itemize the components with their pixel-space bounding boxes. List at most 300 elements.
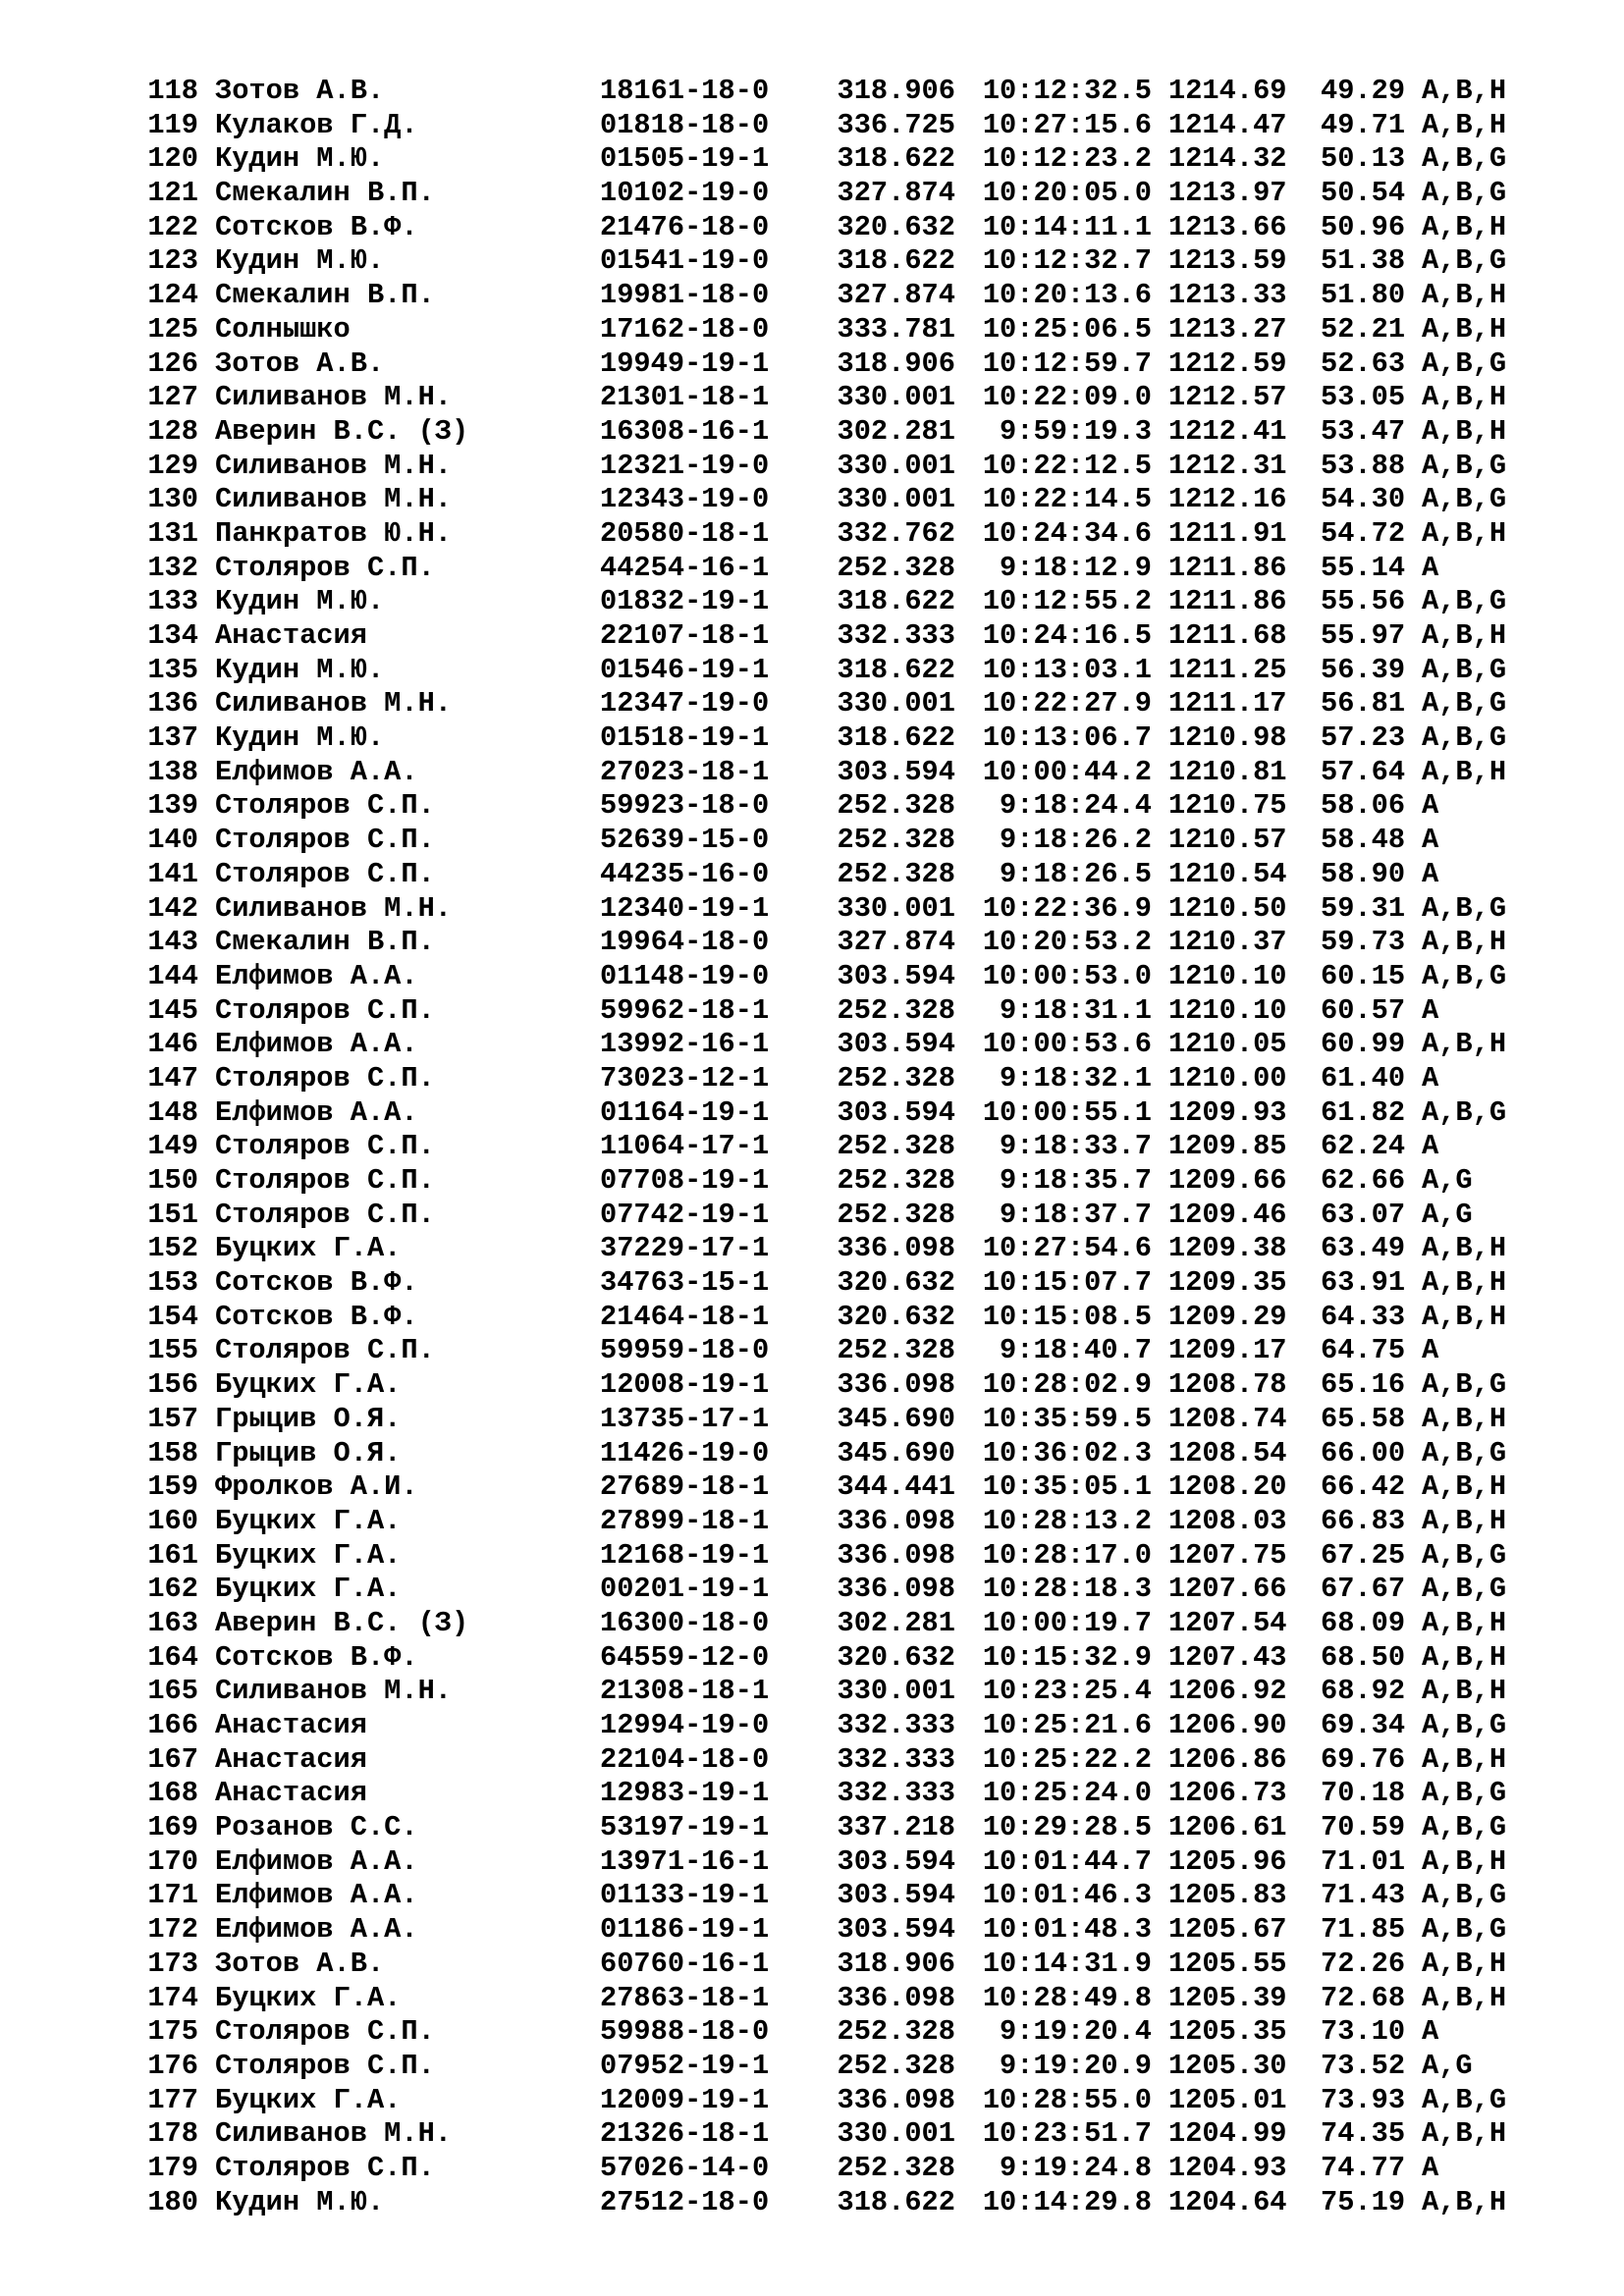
category-cell: A,B,G xyxy=(1422,1368,1507,1402)
category-cell: A,B,H xyxy=(1422,2117,1507,2151)
category-cell: A,B,H xyxy=(1422,1028,1507,1061)
speed-cell: 1209.38 xyxy=(1168,1232,1287,1265)
arrival-time-cell: 9:18:32.1 xyxy=(1000,1061,1152,1095)
table-row xyxy=(144,1199,1569,1233)
arrival-time-cell: 10:27:15.6 xyxy=(982,108,1152,141)
distance-cell: 327.874 xyxy=(837,279,955,312)
place-cell: 180 xyxy=(147,2185,198,2218)
distance-cell: 336.725 xyxy=(837,108,955,141)
category-cell: A,B,H xyxy=(1422,381,1507,414)
place-cell: 174 xyxy=(147,1981,198,2014)
ring-number-cell: 59962-18-1 xyxy=(600,993,770,1027)
distance-cell: 330.001 xyxy=(837,483,955,516)
distance-cell: 333.781 xyxy=(837,312,955,346)
coefficient-cell: 55.14 xyxy=(1321,551,1406,584)
place-cell: 150 xyxy=(147,1164,198,1197)
category-cell: A xyxy=(1422,1130,1439,1163)
category-cell: A,B,H xyxy=(1422,1606,1507,1639)
table-row xyxy=(144,2015,1569,2050)
table-row xyxy=(144,1130,1569,1164)
ring-number-cell: 00201-19-1 xyxy=(600,1573,770,1606)
ring-number-cell: 44235-16-0 xyxy=(600,857,770,890)
table-row xyxy=(144,415,1569,450)
category-cell: A,B,H xyxy=(1422,755,1507,788)
coefficient-cell: 69.76 xyxy=(1321,1742,1406,1776)
place-cell: 167 xyxy=(147,1742,198,1776)
owner-name-cell: Столяров С.П. xyxy=(215,551,435,584)
category-cell: A,B,G xyxy=(1422,347,1507,380)
coefficient-cell: 63.91 xyxy=(1321,1266,1406,1300)
arrival-time-cell: 10:12:59.7 xyxy=(982,347,1152,380)
ring-number-cell: 01518-19-1 xyxy=(600,721,770,755)
speed-cell: 1207.66 xyxy=(1168,1573,1287,1606)
owner-name-cell: Столяров С.П. xyxy=(215,993,435,1027)
speed-cell: 1205.83 xyxy=(1168,1879,1287,1912)
place-cell: 139 xyxy=(147,789,198,823)
distance-cell: 252.328 xyxy=(837,1334,955,1367)
table-row xyxy=(144,1368,1569,1403)
place-cell: 137 xyxy=(147,721,198,755)
coefficient-cell: 56.81 xyxy=(1321,687,1406,721)
owner-name-cell: Сотсков В.Ф. xyxy=(215,210,418,243)
place-cell: 147 xyxy=(147,1061,198,1095)
coefficient-cell: 63.49 xyxy=(1321,1232,1406,1265)
ring-number-cell: 19964-18-0 xyxy=(600,926,770,959)
table-row xyxy=(144,2152,1569,2186)
distance-cell: 318.906 xyxy=(837,75,955,107)
place-cell: 129 xyxy=(147,449,198,482)
place-cell: 172 xyxy=(147,1913,198,1947)
distance-cell: 320.632 xyxy=(837,1640,955,1674)
distance-cell: 303.594 xyxy=(837,1913,955,1947)
ring-number-cell: 12340-19-1 xyxy=(600,891,770,925)
speed-cell: 1213.97 xyxy=(1168,177,1287,210)
table-row xyxy=(144,2084,1569,2118)
speed-cell: 1214.47 xyxy=(1168,108,1287,141)
speed-cell: 1206.73 xyxy=(1168,1777,1287,1810)
arrival-time-cell: 9:18:12.9 xyxy=(1000,551,1152,584)
ring-number-cell: 11064-17-1 xyxy=(600,1130,770,1163)
place-cell: 140 xyxy=(147,824,198,857)
owner-name-cell: Елфимов А.А. xyxy=(215,1879,418,1912)
table-row xyxy=(144,142,1569,177)
ring-number-cell: 01148-19-0 xyxy=(600,959,770,992)
distance-cell: 330.001 xyxy=(837,449,955,482)
category-cell: A,B,G xyxy=(1422,687,1507,721)
place-cell: 135 xyxy=(147,653,198,686)
arrival-time-cell: 10:13:03.1 xyxy=(982,653,1152,686)
coefficient-cell: 70.18 xyxy=(1321,1777,1406,1810)
place-cell: 152 xyxy=(147,1232,198,1265)
ring-number-cell: 11426-19-0 xyxy=(600,1436,770,1469)
category-cell: A,B,H xyxy=(1422,1742,1507,1776)
coefficient-cell: 73.52 xyxy=(1321,2049,1406,2082)
category-cell: A,B,H xyxy=(1422,108,1507,141)
arrival-time-cell: 10:14:11.1 xyxy=(982,210,1152,243)
table-row xyxy=(144,1777,1569,1811)
ring-number-cell: 19981-18-0 xyxy=(600,279,770,312)
speed-cell: 1212.41 xyxy=(1168,414,1287,448)
table-row xyxy=(144,244,1569,279)
owner-name-cell: Буцких Г.А. xyxy=(215,1368,402,1402)
category-cell: A,B,H xyxy=(1422,1981,1507,2014)
table-row xyxy=(144,313,1569,347)
owner-name-cell: Смекалин В.П. xyxy=(215,177,435,210)
coefficient-cell: 51.80 xyxy=(1321,279,1406,312)
distance-cell: 303.594 xyxy=(837,959,955,992)
ring-number-cell: 27512-18-0 xyxy=(600,2185,770,2218)
arrival-time-cell: 10:20:13.6 xyxy=(982,279,1152,312)
place-cell: 171 xyxy=(147,1879,198,1912)
coefficient-cell: 55.97 xyxy=(1321,619,1406,652)
distance-cell: 332.333 xyxy=(837,1742,955,1776)
owner-name-cell: Буцких Г.А. xyxy=(215,1504,402,1537)
table-row xyxy=(144,1301,1569,1335)
owner-name-cell: Буцких Г.А. xyxy=(215,1232,402,1265)
coefficient-cell: 50.96 xyxy=(1321,210,1406,243)
arrival-time-cell: 10:25:06.5 xyxy=(982,312,1152,346)
ring-number-cell: 21308-18-1 xyxy=(600,1675,770,1708)
coefficient-cell: 49.71 xyxy=(1321,108,1406,141)
distance-cell: 252.328 xyxy=(837,824,955,857)
owner-name-cell: Кудин М.Ю. xyxy=(215,653,385,686)
coefficient-cell: 68.50 xyxy=(1321,1640,1406,1674)
speed-cell: 1205.67 xyxy=(1168,1913,1287,1947)
table-row xyxy=(144,1470,1569,1505)
category-cell: A,B,G xyxy=(1422,449,1507,482)
table-row xyxy=(144,1096,1569,1131)
arrival-time-cell: 10:28:13.2 xyxy=(982,1504,1152,1537)
ring-number-cell: 27863-18-1 xyxy=(600,1981,770,2014)
speed-cell: 1209.46 xyxy=(1168,1198,1287,1231)
distance-cell: 303.594 xyxy=(837,755,955,788)
table-row xyxy=(144,687,1569,721)
coefficient-cell: 59.73 xyxy=(1321,926,1406,959)
table-row xyxy=(144,2117,1569,2152)
ring-number-cell: 19949-19-1 xyxy=(600,347,770,380)
table-row xyxy=(144,1675,1569,1709)
place-cell: 148 xyxy=(147,1095,198,1129)
owner-name-cell: Кудин М.Ю. xyxy=(215,2185,385,2218)
ring-number-cell: 01186-19-1 xyxy=(600,1913,770,1947)
speed-cell: 1209.66 xyxy=(1168,1164,1287,1197)
arrival-time-cell: 10:20:53.2 xyxy=(982,926,1152,959)
ring-number-cell: 27023-18-1 xyxy=(600,755,770,788)
owner-name-cell: Анастасия xyxy=(215,619,367,652)
coefficient-cell: 66.00 xyxy=(1321,1436,1406,1469)
category-cell: A,B,H xyxy=(1422,516,1507,550)
coefficient-cell: 53.88 xyxy=(1321,449,1406,482)
distance-cell: 320.632 xyxy=(837,1300,955,1333)
ring-number-cell: 16300-18-0 xyxy=(600,1606,770,1639)
speed-cell: 1210.57 xyxy=(1168,824,1287,857)
speed-cell: 1211.25 xyxy=(1168,653,1287,686)
owner-name-cell: Силиванов М.Н. xyxy=(215,449,453,482)
distance-cell: 318.622 xyxy=(837,721,955,755)
category-cell: A,B,H xyxy=(1422,1470,1507,1504)
category-cell: A,B,G xyxy=(1422,177,1507,210)
arrival-time-cell: 9:59:19.3 xyxy=(1000,414,1152,448)
owner-name-cell: Кудин М.Ю. xyxy=(215,585,385,618)
owner-name-cell: Анастасия xyxy=(215,1709,367,1741)
speed-cell: 1209.85 xyxy=(1168,1130,1287,1163)
speed-cell: 1206.90 xyxy=(1168,1709,1287,1741)
category-cell: A,B,H xyxy=(1422,926,1507,959)
speed-cell: 1214.69 xyxy=(1168,75,1287,107)
table-row xyxy=(144,1539,1569,1574)
arrival-time-cell: 10:22:27.9 xyxy=(982,687,1152,721)
owner-name-cell: Зотов А.В. xyxy=(215,1947,385,1980)
arrival-time-cell: 10:01:48.3 xyxy=(982,1913,1152,1947)
owner-name-cell: Сотсков В.Ф. xyxy=(215,1300,418,1333)
arrival-time-cell: 10:28:02.9 xyxy=(982,1368,1152,1402)
distance-cell: 336.098 xyxy=(837,1232,955,1265)
arrival-time-cell: 9:18:31.1 xyxy=(1000,993,1152,1027)
arrival-time-cell: 10:12:23.2 xyxy=(982,142,1152,176)
coefficient-cell: 55.56 xyxy=(1321,585,1406,618)
owner-name-cell: Силиванов М.Н. xyxy=(215,381,453,414)
speed-cell: 1209.35 xyxy=(1168,1266,1287,1300)
owner-name-cell: Анастасия xyxy=(215,1777,367,1810)
ring-number-cell: 52639-15-0 xyxy=(600,824,770,857)
arrival-time-cell: 10:22:14.5 xyxy=(982,483,1152,516)
category-cell: A,B,G xyxy=(1422,1573,1507,1606)
table-row xyxy=(144,892,1569,927)
coefficient-cell: 49.29 xyxy=(1321,75,1406,107)
speed-cell: 1210.05 xyxy=(1168,1028,1287,1061)
coefficient-cell: 52.21 xyxy=(1321,312,1406,346)
table-row xyxy=(144,1709,1569,1743)
place-cell: 124 xyxy=(147,279,198,312)
speed-cell: 1204.93 xyxy=(1168,2151,1287,2184)
category-cell: A,B,H xyxy=(1422,1504,1507,1537)
speed-cell: 1208.78 xyxy=(1168,1368,1287,1402)
table-row xyxy=(144,279,1569,313)
distance-cell: 252.328 xyxy=(837,1061,955,1095)
place-cell: 146 xyxy=(147,1028,198,1061)
category-cell: A xyxy=(1422,789,1439,823)
speed-cell: 1205.39 xyxy=(1168,1981,1287,2014)
table-row xyxy=(144,1573,1569,1607)
table-row xyxy=(144,1403,1569,1437)
arrival-time-cell: 9:18:40.7 xyxy=(1000,1334,1152,1367)
coefficient-cell: 65.58 xyxy=(1321,1402,1406,1435)
category-cell: A,B,H xyxy=(1422,2185,1507,2218)
arrival-time-cell: 10:15:07.7 xyxy=(982,1266,1152,1300)
place-cell: 138 xyxy=(147,755,198,788)
speed-cell: 1214.32 xyxy=(1168,142,1287,176)
distance-cell: 303.594 xyxy=(837,1028,955,1061)
table-row xyxy=(144,1334,1569,1368)
distance-cell: 252.328 xyxy=(837,2151,955,2184)
coefficient-cell: 73.93 xyxy=(1321,2083,1406,2116)
category-cell: A,B,G xyxy=(1422,1538,1507,1572)
category-cell: A,B,H xyxy=(1422,312,1507,346)
table-row xyxy=(144,926,1569,960)
distance-cell: 330.001 xyxy=(837,381,955,414)
speed-cell: 1210.10 xyxy=(1168,993,1287,1027)
owner-name-cell: Силиванов М.Н. xyxy=(215,483,453,516)
arrival-time-cell: 10:00:19.7 xyxy=(982,1606,1152,1639)
arrival-time-cell: 9:18:33.7 xyxy=(1000,1130,1152,1163)
arrival-time-cell: 10:15:32.9 xyxy=(982,1640,1152,1674)
arrival-time-cell: 10:35:05.1 xyxy=(982,1470,1152,1504)
arrival-time-cell: 10:23:51.7 xyxy=(982,2117,1152,2151)
distance-cell: 320.632 xyxy=(837,1266,955,1300)
arrival-time-cell: 9:18:35.7 xyxy=(1000,1164,1152,1197)
ring-number-cell: 01505-19-1 xyxy=(600,142,770,176)
distance-cell: 320.632 xyxy=(837,210,955,243)
arrival-time-cell: 10:22:12.5 xyxy=(982,449,1152,482)
owner-name-cell: Буцких Г.А. xyxy=(215,1981,402,2014)
speed-cell: 1211.68 xyxy=(1168,619,1287,652)
ring-number-cell: 07952-19-1 xyxy=(600,2049,770,2082)
owner-name-cell: Елфимов А.А. xyxy=(215,1028,418,1061)
owner-name-cell: Столяров С.П. xyxy=(215,857,435,890)
ring-number-cell: 07742-19-1 xyxy=(600,1198,770,1231)
ring-number-cell: 27899-18-1 xyxy=(600,1504,770,1537)
arrival-time-cell: 10:00:44.2 xyxy=(982,755,1152,788)
place-cell: 121 xyxy=(147,177,198,210)
category-cell: A,B,G xyxy=(1422,1709,1507,1741)
table-row xyxy=(144,756,1569,790)
ring-number-cell: 21476-18-0 xyxy=(600,210,770,243)
coefficient-cell: 58.48 xyxy=(1321,824,1406,857)
place-cell: 126 xyxy=(147,347,198,380)
arrival-time-cell: 10:00:53.0 xyxy=(982,959,1152,992)
distance-cell: 337.218 xyxy=(837,1811,955,1844)
ring-number-cell: 12168-19-1 xyxy=(600,1538,770,1572)
coefficient-cell: 61.82 xyxy=(1321,1095,1406,1129)
owner-name-cell: Елфимов А.А. xyxy=(215,959,418,992)
ring-number-cell: 13735-17-1 xyxy=(600,1402,770,1435)
distance-cell: 332.333 xyxy=(837,619,955,652)
distance-cell: 336.098 xyxy=(837,2083,955,2116)
coefficient-cell: 60.99 xyxy=(1321,1028,1406,1061)
arrival-time-cell: 9:19:20.4 xyxy=(1000,2015,1152,2049)
table-row xyxy=(144,1879,1569,1913)
owner-name-cell: Столяров С.П. xyxy=(215,1164,435,1197)
coefficient-cell: 61.40 xyxy=(1321,1061,1406,1095)
coefficient-cell: 52.63 xyxy=(1321,347,1406,380)
place-cell: 176 xyxy=(147,2049,198,2082)
category-cell: A,B,G xyxy=(1422,1811,1507,1844)
arrival-time-cell: 10:14:29.8 xyxy=(982,2185,1152,2218)
coefficient-cell: 58.06 xyxy=(1321,789,1406,823)
category-cell: A,B,H xyxy=(1422,1947,1507,1980)
table-row xyxy=(144,1811,1569,1845)
category-cell: A,B,H xyxy=(1422,414,1507,448)
arrival-time-cell: 10:13:06.7 xyxy=(982,721,1152,755)
distance-cell: 318.622 xyxy=(837,142,955,176)
table-row xyxy=(144,552,1569,586)
ring-number-cell: 01546-19-1 xyxy=(600,653,770,686)
speed-cell: 1209.29 xyxy=(1168,1300,1287,1333)
distance-cell: 330.001 xyxy=(837,2117,955,2151)
arrival-time-cell: 9:18:26.2 xyxy=(1000,824,1152,857)
coefficient-cell: 51.38 xyxy=(1321,244,1406,278)
place-cell: 125 xyxy=(147,312,198,346)
table-row xyxy=(144,1743,1569,1778)
coefficient-cell: 65.16 xyxy=(1321,1368,1406,1402)
category-cell: A,B,G xyxy=(1422,1436,1507,1469)
owner-name-cell: Сотсков В.Ф. xyxy=(215,1640,418,1674)
table-row xyxy=(144,381,1569,415)
ring-number-cell: 44254-16-1 xyxy=(600,551,770,584)
speed-cell: 1213.27 xyxy=(1168,312,1287,346)
owner-name-cell: Столяров С.П. xyxy=(215,1130,435,1163)
place-cell: 130 xyxy=(147,483,198,516)
table-row xyxy=(144,450,1569,484)
arrival-time-cell: 10:01:46.3 xyxy=(982,1879,1152,1912)
place-cell: 154 xyxy=(147,1300,198,1333)
place-cell: 162 xyxy=(147,1573,198,1606)
owner-name-cell: Столяров С.П. xyxy=(215,2151,435,2184)
ring-number-cell: 01164-19-1 xyxy=(600,1095,770,1129)
table-row xyxy=(144,211,1569,245)
ring-number-cell: 12321-19-0 xyxy=(600,449,770,482)
speed-cell: 1213.66 xyxy=(1168,210,1287,243)
ring-number-cell: 07708-19-1 xyxy=(600,1164,770,1197)
ring-number-cell: 57026-14-0 xyxy=(600,2151,770,2184)
place-cell: 122 xyxy=(147,210,198,243)
table-row xyxy=(144,721,1569,756)
place-cell: 155 xyxy=(147,1334,198,1367)
owner-name-cell: Смекалин В.П. xyxy=(215,926,435,959)
owner-name-cell: Аверин В.С. (З) xyxy=(215,414,469,448)
speed-cell: 1208.20 xyxy=(1168,1470,1287,1504)
place-cell: 127 xyxy=(147,381,198,414)
speed-cell: 1212.57 xyxy=(1168,381,1287,414)
place-cell: 151 xyxy=(147,1198,198,1231)
owner-name-cell: Силиванов М.Н. xyxy=(215,891,453,925)
ring-number-cell: 59923-18-0 xyxy=(600,789,770,823)
ring-number-cell: 64559-12-0 xyxy=(600,1640,770,1674)
place-cell: 143 xyxy=(147,926,198,959)
table-row xyxy=(144,483,1569,517)
speed-cell: 1211.86 xyxy=(1168,585,1287,618)
owner-name-cell: Кудин М.Ю. xyxy=(215,721,385,755)
table-row xyxy=(144,619,1569,654)
table-row xyxy=(144,1913,1569,1948)
coefficient-cell: 60.15 xyxy=(1321,959,1406,992)
coefficient-cell: 71.43 xyxy=(1321,1879,1406,1912)
owner-name-cell: Грыцив О.Я. xyxy=(215,1436,402,1469)
distance-cell: 345.690 xyxy=(837,1436,955,1469)
coefficient-cell: 64.33 xyxy=(1321,1300,1406,1333)
distance-cell: 318.622 xyxy=(837,2185,955,2218)
speed-cell: 1207.43 xyxy=(1168,1640,1287,1674)
category-cell: A,B,H xyxy=(1422,1232,1507,1265)
ring-number-cell: 34763-15-1 xyxy=(600,1266,770,1300)
place-cell: 173 xyxy=(147,1947,198,1980)
coefficient-cell: 54.30 xyxy=(1321,483,1406,516)
coefficient-cell: 53.47 xyxy=(1321,414,1406,448)
coefficient-cell: 71.85 xyxy=(1321,1913,1406,1947)
distance-cell: 332.333 xyxy=(837,1709,955,1741)
table-row xyxy=(144,347,1569,382)
owner-name-cell: Столяров С.П. xyxy=(215,789,435,823)
owner-name-cell: Панкратов Ю.Н. xyxy=(215,516,453,550)
ring-number-cell: 16308-16-1 xyxy=(600,414,770,448)
category-cell: A,B,G xyxy=(1422,2083,1507,2116)
owner-name-cell: Зотов А.В. xyxy=(215,75,385,107)
category-cell: A xyxy=(1422,1061,1439,1095)
ring-number-cell: 21464-18-1 xyxy=(600,1300,770,1333)
table-row xyxy=(144,1845,1569,1880)
distance-cell: 303.594 xyxy=(837,1095,955,1129)
category-cell: A,B,H xyxy=(1422,1266,1507,1300)
